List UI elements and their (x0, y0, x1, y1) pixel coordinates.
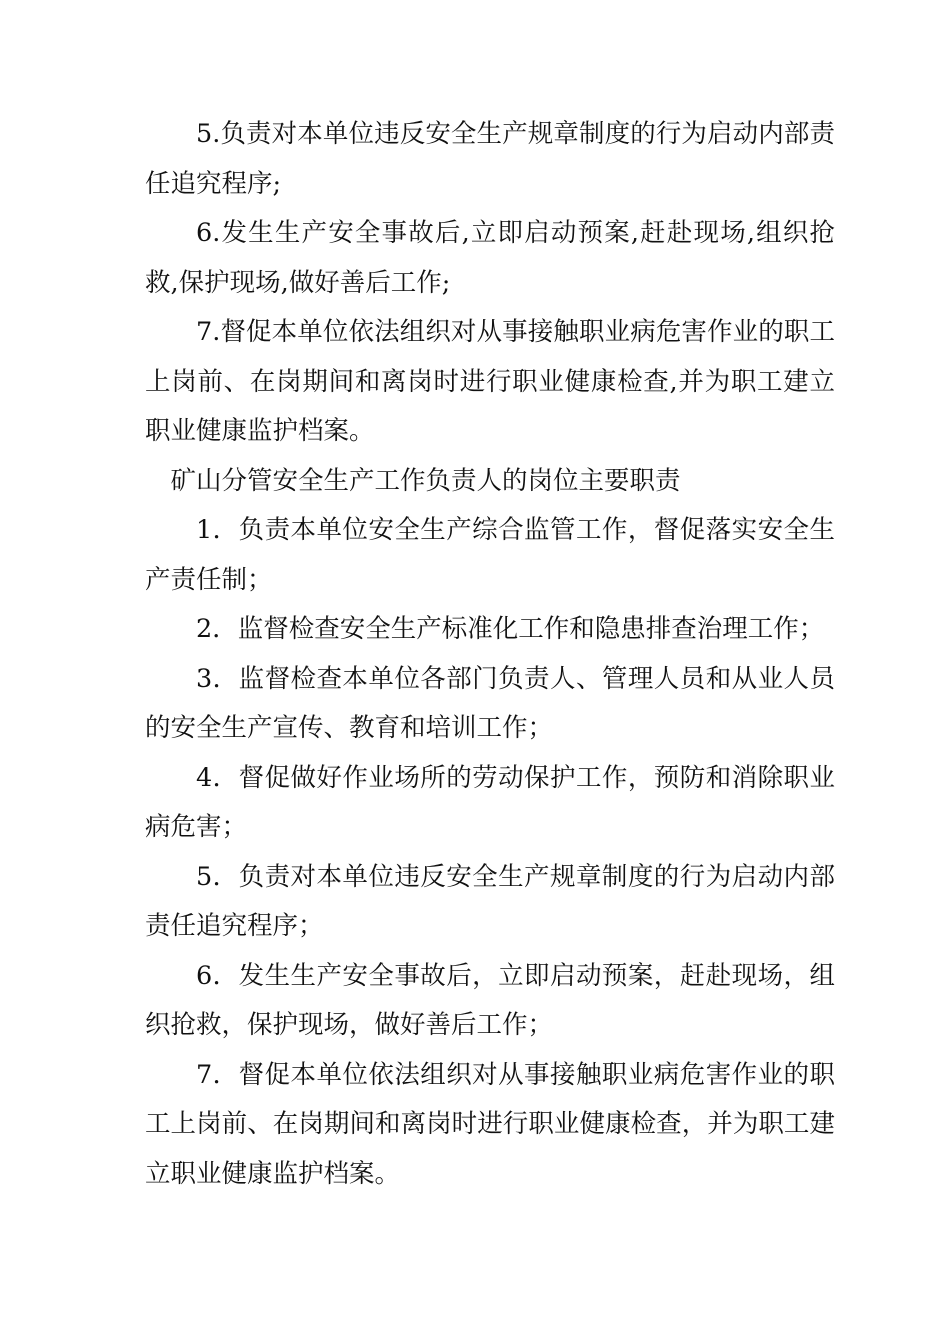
paragraph-top-6: 6.发生生产安全事故后,立即启动预案,赶赴现场,组织抢救,保护现场,做好善后工作; (145, 218, 835, 298)
paragraph-section-5: 5．负责对本单位违反安全生产规章制度的行为启动内部责任追究程序； (145, 861, 835, 941)
paragraph-section-4: 4．督促做好作业场所的劳动保护工作，预防和消除职业病危害； (145, 762, 835, 842)
paragraph-section-3: 3．监督检查本单位各部门负责人、管理人员和从业人员的安全生产宣传、教育和培训工作； (145, 663, 835, 743)
paragraph-section-2: 2．监督检查安全生产标准化工作和隐患排查治理工作； (196, 614, 825, 644)
paragraph-section-1: 1．负责本单位安全生产综合监管工作，督促落实安全生产责任制； (145, 515, 835, 595)
paragraph-top-7: 7.督促本单位依法组织对从事接触职业病危害作业的职工上岗前、在岗期间和离岗时进行职业健康检查,并为职工建立职业健康监护档案。 (145, 317, 835, 446)
document-body (145, 110, 835, 1199)
section-heading: 矿山分管安全生产工作负责人的岗位主要职责 (170, 465, 681, 496)
paragraph-section-6: 6．发生生产安全事故后，立即启动预案，赶赴现场，组织抢救，保护现场，做好善后工作； (145, 960, 835, 1040)
paragraph-top-5: 5.负责对本单位违反安全生产规章制度的行为启动内部责任追究程序; (145, 119, 835, 199)
paragraph-section-7: 7．督促本单位依法组织对从事接触职业病危害作业的职工上岗前、在岗期间和离岗时进行职业健康检查，并为职工建立职业健康监护档案。 (145, 1059, 835, 1189)
